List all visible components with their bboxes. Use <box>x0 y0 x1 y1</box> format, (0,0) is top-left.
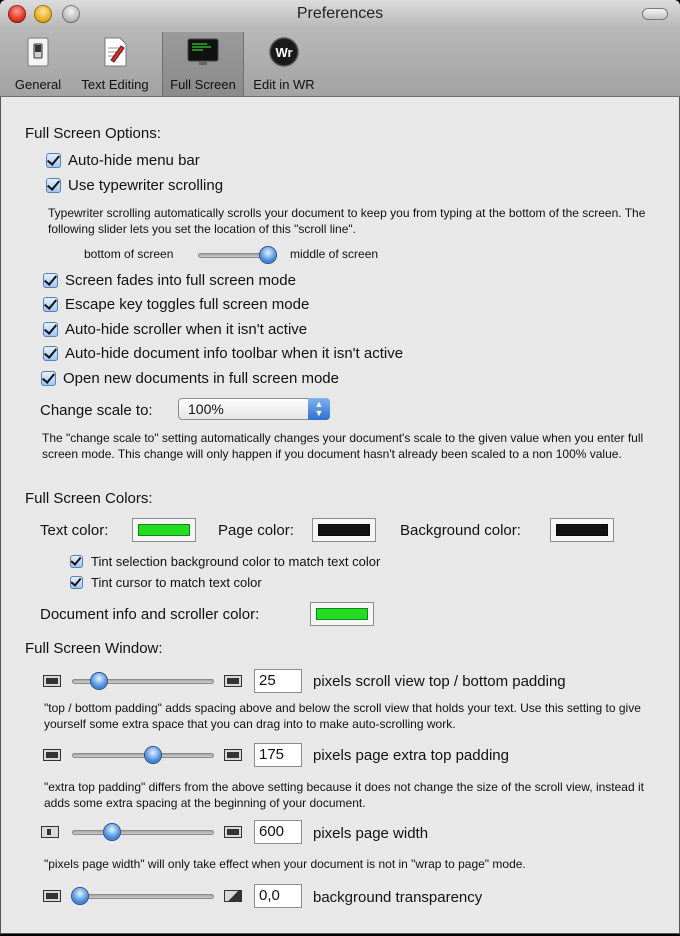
info-color-label: Document info and scroller color: <box>40 606 260 623</box>
auto-hide-scroller-label: Auto-hide scroller when it isn't active <box>65 321 308 338</box>
page-width-field-box[interactable] <box>254 820 302 844</box>
text-color-swatch <box>138 524 190 536</box>
tab-text-editing-label: Text Editing <box>81 77 149 92</box>
extra-padding-slider-knob[interactable] <box>145 747 161 763</box>
page-width-label: pixels page width <box>313 825 429 842</box>
tab-edit-in-wr-label: Edit in WR <box>253 77 315 92</box>
page-color-well[interactable] <box>312 518 376 542</box>
scale-description: The "change scale to" setting automatically changes your document's scale to the given value when you enter full screen mode. This change will only happen if you document hasn't already been scaled to a non 100% value. <box>42 431 644 461</box>
colors-section-title: Full Screen Colors: <box>25 490 153 507</box>
auto-hide-info-toolbar-checkbox[interactable] <box>43 346 58 361</box>
transparency-slider[interactable] <box>72 894 214 899</box>
switch-icon <box>20 36 56 68</box>
padding-field-box[interactable] <box>254 669 302 693</box>
extra-padding-field-box[interactable] <box>254 743 302 767</box>
wide-page-icon <box>224 826 242 838</box>
scale-select[interactable] <box>178 398 330 420</box>
scale-label: Change scale to: <box>40 402 153 419</box>
auto-hide-info-toolbar-label: Auto-hide document info toolbar when it isn't active <box>65 345 404 362</box>
tint-cursor-label: Tint cursor to match text color <box>91 575 262 590</box>
options-section-title: Full Screen Options: <box>25 125 161 142</box>
tint-selection-label: Tint selection background color to match text color <box>91 554 381 569</box>
background-color-label: Background color: <box>400 522 521 539</box>
document-pen-icon <box>97 36 133 68</box>
tab-text-editing[interactable] <box>72 32 158 96</box>
tab-full-screen[interactable] <box>162 32 244 96</box>
scroll-line-slider-knob[interactable] <box>260 247 276 263</box>
extra-padding-slider[interactable] <box>72 753 214 758</box>
monitor-icon <box>185 36 221 68</box>
large-size-icon <box>224 749 242 761</box>
narrow-page-icon <box>41 826 59 838</box>
slider-right-label: middle of screen <box>290 247 379 261</box>
transparency-field-box[interactable] <box>254 884 302 908</box>
tab-general[interactable] <box>8 32 68 96</box>
title-bar <box>0 0 680 97</box>
extra-padding-description: "extra top padding" differs from the above setting because it does not change the size of the scroll view, instead it adds some extra spacing at the beginning of your document. <box>44 780 644 810</box>
fades-label: Screen fades into full screen mode <box>65 272 296 289</box>
small-size-icon <box>43 675 61 687</box>
page-width-slider-knob[interactable] <box>104 824 120 840</box>
page-width-slider[interactable] <box>72 830 214 835</box>
typewriter-checkbox[interactable] <box>46 178 61 193</box>
info-color-well[interactable] <box>310 602 374 626</box>
background-color-swatch <box>556 524 608 536</box>
extra-padding-label: pixels page extra top padding <box>313 747 509 764</box>
typewriter-description: Typewriter scrolling automatically scrolls your document to keep you from typing at the bottom of the screen. The following slider lets you set the location of this "scroll line". <box>48 206 646 236</box>
page-color-label: Page color: <box>218 522 294 539</box>
auto-hide-menu-checkbox[interactable] <box>46 153 61 168</box>
window-section-title: Full Screen Window: <box>25 640 163 657</box>
extra-padding-input[interactable] <box>259 746 297 763</box>
tab-full-screen-label: Full Screen <box>170 77 236 92</box>
tint-selection-checkbox[interactable] <box>70 555 83 568</box>
text-color-label: Text color: <box>40 522 109 539</box>
small-size-icon <box>43 749 61 761</box>
wr-logo-icon <box>266 36 302 68</box>
auto-hide-menu-label: Auto-hide menu bar <box>68 152 200 169</box>
svg-text:Wr: Wr <box>275 45 293 60</box>
escape-checkbox[interactable] <box>43 297 58 312</box>
updown-arrows-icon: ▲ ▼ <box>308 398 330 420</box>
fades-checkbox[interactable] <box>43 273 58 288</box>
toolbar-toggle-button[interactable] <box>642 8 668 20</box>
text-color-well[interactable] <box>132 518 196 542</box>
tab-edit-in-wr[interactable] <box>248 32 320 96</box>
page-color-swatch <box>318 524 370 536</box>
open-new-full-screen-checkbox[interactable] <box>41 371 56 386</box>
transparency-slider-knob[interactable] <box>72 888 88 904</box>
typewriter-label: Use typewriter scrolling <box>68 177 224 194</box>
page-width-description: "pixels page width" will only take effect when your document is not in "wrap to page" mode. <box>44 857 526 871</box>
slider-left-label: bottom of screen <box>84 247 174 261</box>
padding-slider-knob[interactable] <box>91 673 107 689</box>
tab-general-label: General <box>14 77 62 92</box>
info-color-swatch <box>316 608 368 620</box>
background-color-well[interactable] <box>550 518 614 542</box>
transparency-label: background transparency <box>313 889 483 906</box>
transparent-icon <box>224 890 242 902</box>
transparency-input[interactable] <box>259 887 297 904</box>
window-title: Preferences <box>296 5 384 22</box>
large-size-icon <box>224 675 242 687</box>
padding-input[interactable] <box>259 672 297 689</box>
scale-select-value: 100% <box>188 401 224 417</box>
open-new-full-screen-label: Open new documents in full screen mode <box>63 370 339 387</box>
padding-label: pixels scroll view top / bottom padding <box>313 673 566 690</box>
tint-cursor-checkbox[interactable] <box>70 576 83 589</box>
padding-description: "top / bottom padding" adds spacing above and below the scroll view that holds your text. Use this setting to give yourself some extra space that you can drag into to make auto-scrolling work. <box>44 701 641 731</box>
auto-hide-scroller-checkbox[interactable] <box>43 322 58 337</box>
escape-label: Escape key toggles full screen mode <box>65 296 310 313</box>
opaque-icon <box>43 890 61 902</box>
page-width-input[interactable] <box>259 823 297 840</box>
